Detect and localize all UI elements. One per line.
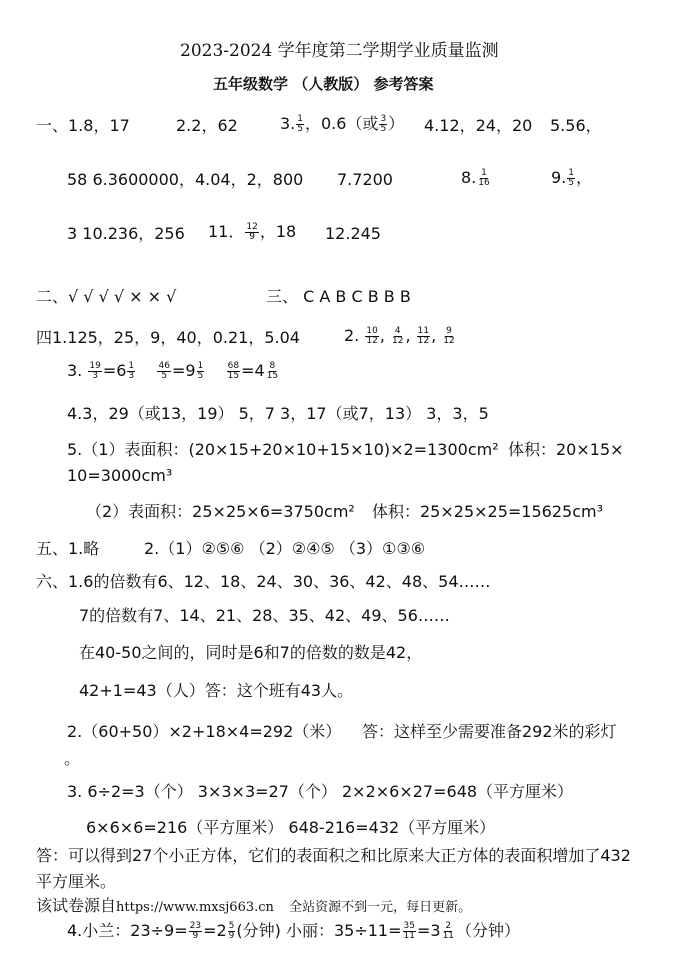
answer-6-3-line1: 3. 6÷2=3（个） 3×3×3=27（个） 2×2×6×27=648（平方厘米） (67, 782, 574, 801)
page-subtitle: 五年级数学 （人教版） 参考答案 (213, 75, 434, 93)
answer-6-1-line4: 42+1=43（人）答：这个班有43人。 (79, 681, 354, 700)
fraction: $\frac{4}{12}$ (391, 326, 404, 346)
fraction: $\frac{12}{9}$ (246, 222, 258, 242)
answer-1-1: 一、1.8，17 (36, 116, 130, 135)
fraction: $\frac{19}{3}$ (89, 361, 101, 381)
fraction: $\frac{1}{5}$ (197, 361, 204, 381)
answer-4-5-volume: 体积：20×15× (508, 440, 624, 459)
answer-4-5-2-surface: （2）表面积：25×25×6=3750cm² (86, 502, 355, 521)
answer-1-5-cont: 58 6.3600000，4.04，2，800 (67, 170, 304, 189)
answer-4-2: 2. $\frac{10}{12}$ , $\frac{4}{12}$ , $\frac{11}{12}$ , $\frac{9}{12}$ (344, 326, 455, 346)
answer-6-1-line3: 在40-50之间的，同时是6和7的倍数的数是42， (79, 643, 423, 662)
fraction: $\frac{1}{5}$ (297, 114, 303, 134)
answer-6-2: 2.（60+50）×2+18×4=292（米） (67, 722, 342, 741)
fraction: $\frac{10}{12}$ (366, 326, 378, 346)
fraction: $\frac{46}{5}$ (158, 361, 170, 381)
answer-1-7: 7.7200 (337, 170, 393, 189)
answer-1-4: 4.12，24，20 (424, 116, 533, 135)
answer-1-3: 3. $\frac{1}{5}$ ，0.6（或 $\frac{3}{5}$ ） (280, 114, 405, 134)
fraction: $\frac{8}{15}$ (266, 361, 279, 381)
answer-6-3-answer-cont: 平方厘米。 (36, 872, 117, 891)
answer-6-1-line1: 六、1.6的倍数有6、12、18、24、30、36、42、48、54…… (36, 572, 491, 591)
fraction: $\frac{3}{5}$ (380, 114, 387, 134)
answer-1-2: 2.2，62 (176, 116, 238, 135)
fraction: $\frac{23}{9}$ (189, 921, 202, 941)
answer-1-5: 5.56， (550, 116, 602, 135)
answer-6-2-answer: 答：这样至少需要准备292米的彩灯 (362, 722, 617, 741)
answer-1-11: 11． $\frac{12}{9}$ ，18 (208, 222, 297, 242)
fraction: $\frac{1}{3}$ (128, 361, 135, 381)
source-note: 该试卷源自https://www.mxsj663.cn 全站资源不到一元，每日更新。 (36, 896, 472, 915)
answer-4-5-volume-cont: 10=3000cm³ (67, 466, 173, 485)
fraction: $\frac{11}{12}$ (417, 326, 430, 346)
fraction: $\frac{1}{16}$ (478, 168, 490, 188)
answer-section-2: 二、√ √ √ √ × × √ (36, 287, 177, 306)
answer-1-10: 3 10.236，256 (67, 224, 185, 243)
answer-1-9: 9. $\frac{1}{5}$ ， (551, 168, 593, 188)
answer-6-4: 4.小兰：23÷9= $\frac{23}{9}$ =2 $\frac{5}{9}$ (分钟) 小丽：35÷11= $\frac{35}{11}$ =3 $\frac{2}{11}$ （分钟） (67, 921, 521, 941)
fraction: $\frac{2}{11}$ (442, 921, 455, 941)
answer-4-5-surface: 5.（1）表面积：(20×15+20×10+15×10)×2=1300cm² (67, 440, 499, 459)
answer-section-3: 三、 C A B C B B B (266, 287, 411, 306)
fraction: $\frac{5}{9}$ (228, 921, 235, 941)
answer-4-1: 四1.125，25，9，40，0.21，5.04 (36, 328, 300, 347)
answer-6-3-answer: 答：可以得到27个小正方体，它们的表面积之和比原来大正方体的表面积增加了432 (36, 846, 631, 865)
source-url: https://www.mxsj663.cn (116, 900, 274, 915)
answer-4-3: 3. $\frac{19}{3}$ =6 $\frac{1}{3}$ $\frac{46}{5}$ =9 $\frac{1}{5}$ $\frac{68}{15}$ =4 $\frac{8}{15}$ (67, 361, 279, 381)
fraction: $\frac{1}{5}$ (568, 168, 574, 188)
answer-1-8: 8. $\frac{1}{16}$ (461, 168, 490, 188)
answer-6-3-line2: 6×6×6=216（平方厘米） 648-216=432（平方厘米） (86, 818, 496, 837)
page-title: 2023-2024 学年度第二学期学业质量监测 (180, 41, 499, 61)
answer-4-5-2-volume: 体积：25×25×25=15625cm³ (372, 502, 603, 521)
answer-1-12: 12.245 (325, 224, 381, 243)
answer-section-5-2: 2.（1）②⑤⑥ （2）②④⑤ （3）①③⑥ (144, 539, 426, 558)
answer-6-1-line2: 7的倍数有7、14、21、28、35、42、49、56…… (79, 606, 450, 625)
fraction: $\frac{35}{11}$ (403, 921, 415, 941)
fraction: $\frac{9}{12}$ (443, 326, 455, 346)
answer-6-2-end: 。 (64, 749, 81, 768)
answer-section-5-1: 五、1.略 (36, 539, 100, 558)
fraction: $\frac{68}{15}$ (227, 361, 240, 381)
answer-4-4: 4.3，29（或13，19） 5，7 3，17（或7，13） 3，3，5 (67, 404, 489, 423)
